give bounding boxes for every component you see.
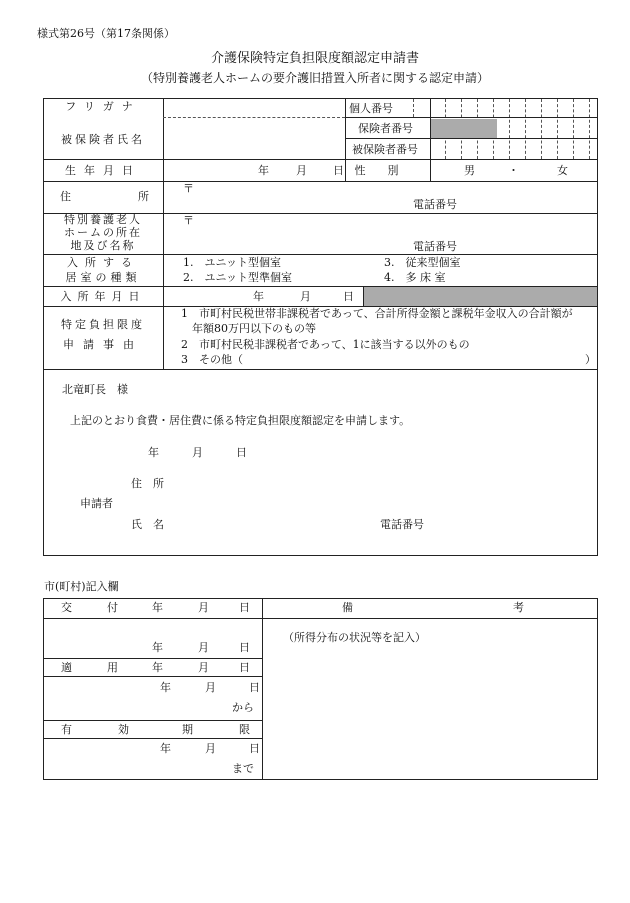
room-type-label-1: 入所する — [67, 256, 139, 269]
apply-col-2: 用 — [107, 661, 118, 674]
applicant-address-label: 住 所 — [131, 477, 164, 490]
remarks-note: （所得分布の状況等を記入） — [283, 631, 426, 644]
form-title: 介護保険特定負担限度額認定申請書 — [210, 51, 419, 66]
valid-col-1: 有 — [61, 723, 72, 736]
reason-1-line-2: 年額80万円以下のもの等 — [192, 322, 316, 335]
facility-phone-label: 電話番号 — [413, 240, 457, 253]
reason-3-close: ） — [585, 353, 596, 366]
apply-col-3: 年 — [152, 661, 163, 674]
issue-col-4: 月 — [198, 601, 209, 614]
reason-label-1: 特定負担限度 — [61, 318, 145, 331]
room-type-label-2: 居室の種類 — [65, 271, 141, 284]
applicant-phone-label: 電話番号 — [380, 518, 424, 531]
personal-number-label: 個人番号 — [349, 102, 393, 115]
valid-day: 日 — [249, 742, 260, 755]
sex-separator: ・ — [508, 164, 519, 177]
addressee: 北竜町長 様 — [62, 383, 128, 396]
remarks-label-2: 考 — [513, 601, 524, 614]
sex-male[interactable]: 男 — [464, 164, 475, 177]
decl-day: 日 — [236, 446, 247, 459]
issue-month: 月 — [198, 641, 209, 654]
sex-female[interactable]: 女 — [557, 164, 568, 177]
insurer-number-label: 保険者番号 — [358, 122, 413, 135]
facility-label-2: ホームの所在 — [64, 226, 142, 239]
valid-year: 年 — [160, 742, 171, 755]
birth-date-label: 生年月日 — [65, 164, 141, 177]
apply-month: 月 — [205, 681, 216, 694]
issue-day: 日 — [239, 641, 250, 654]
issue-col-1: 交 — [61, 601, 72, 614]
reason-3[interactable]: 3 その他（ — [181, 353, 243, 366]
declaration-text: 上記のとおり食費・居住費に係る特定負担限度額認定を申請します。 — [70, 414, 411, 427]
sex-label: 性別 — [354, 164, 421, 177]
decl-year: 年 — [148, 446, 159, 459]
valid-col-3: 期 — [182, 723, 193, 736]
room-option-3[interactable]: 3. 従来型個室 — [384, 256, 461, 269]
issue-col-3: 年 — [152, 601, 163, 614]
remarks-label-1: 備 — [342, 601, 353, 614]
apply-col-5: 日 — [239, 661, 250, 674]
apply-year: 年 — [160, 681, 171, 694]
apply-from: から — [232, 701, 254, 714]
birth-day: 日 — [333, 164, 344, 177]
admission-month: 月 — [300, 290, 311, 303]
address-label-1: 住 — [60, 190, 71, 203]
reason-2[interactable]: 2 市町村民税非課税者であって、1に該当する以外のもの — [181, 338, 470, 351]
admission-year: 年 — [253, 290, 264, 303]
furigana-label: フリガナ — [65, 100, 141, 113]
facility-postal-mark: 〒 — [183, 214, 194, 227]
admission-date-label: 入所年月日 — [60, 290, 146, 303]
issue-col-5: 日 — [239, 601, 250, 614]
room-option-4[interactable]: 4. 多 床 室 — [384, 271, 446, 284]
valid-until: まで — [232, 762, 254, 775]
office-use-heading: 市(町村)記入欄 — [44, 580, 119, 593]
apply-col-4: 月 — [198, 661, 209, 674]
applicant-label: 申請者 — [80, 497, 113, 510]
insured-number-label: 被保険者番号 — [352, 143, 418, 156]
facility-label-1: 特別養護老人 — [64, 213, 142, 226]
birth-year: 年 — [258, 164, 269, 177]
insurer-number-shaded — [431, 119, 497, 138]
form-number: 様式第26号（第17条関係） — [37, 27, 175, 40]
address-phone-label: 電話番号 — [413, 198, 457, 211]
admission-day: 日 — [343, 290, 354, 303]
apply-col-1: 適 — [61, 661, 72, 674]
issue-col-2: 付 — [107, 601, 118, 614]
room-option-1[interactable]: 1. ユニット型個室 — [183, 256, 282, 269]
reason-label-2: 申請事由 — [63, 338, 143, 351]
valid-col-2: 効 — [118, 723, 129, 736]
issue-year: 年 — [152, 641, 163, 654]
valid-month: 月 — [205, 742, 216, 755]
birth-month: 月 — [296, 164, 307, 177]
address-label-2: 所 — [138, 190, 149, 203]
facility-label-3: 地及び名称 — [70, 239, 136, 252]
apply-day: 日 — [249, 681, 260, 694]
decl-month: 月 — [192, 446, 203, 459]
form-subtitle: （特別養護老人ホームの要介護旧措置入所者に関する認定申請） — [140, 71, 489, 85]
valid-col-4: 限 — [239, 723, 250, 736]
reason-1-line-1[interactable]: 1 市町村民税世帯非課税者であって、合計所得金額と課税年金収入の合計額が — [181, 307, 573, 320]
room-option-2[interactable]: 2. ユニット型準個室 — [183, 271, 293, 284]
insured-name-label: 被保険者氏名 — [61, 133, 145, 146]
postal-mark: 〒 — [183, 182, 194, 195]
applicant-name-label: 氏 名 — [131, 518, 164, 531]
admission-shaded — [364, 287, 597, 306]
